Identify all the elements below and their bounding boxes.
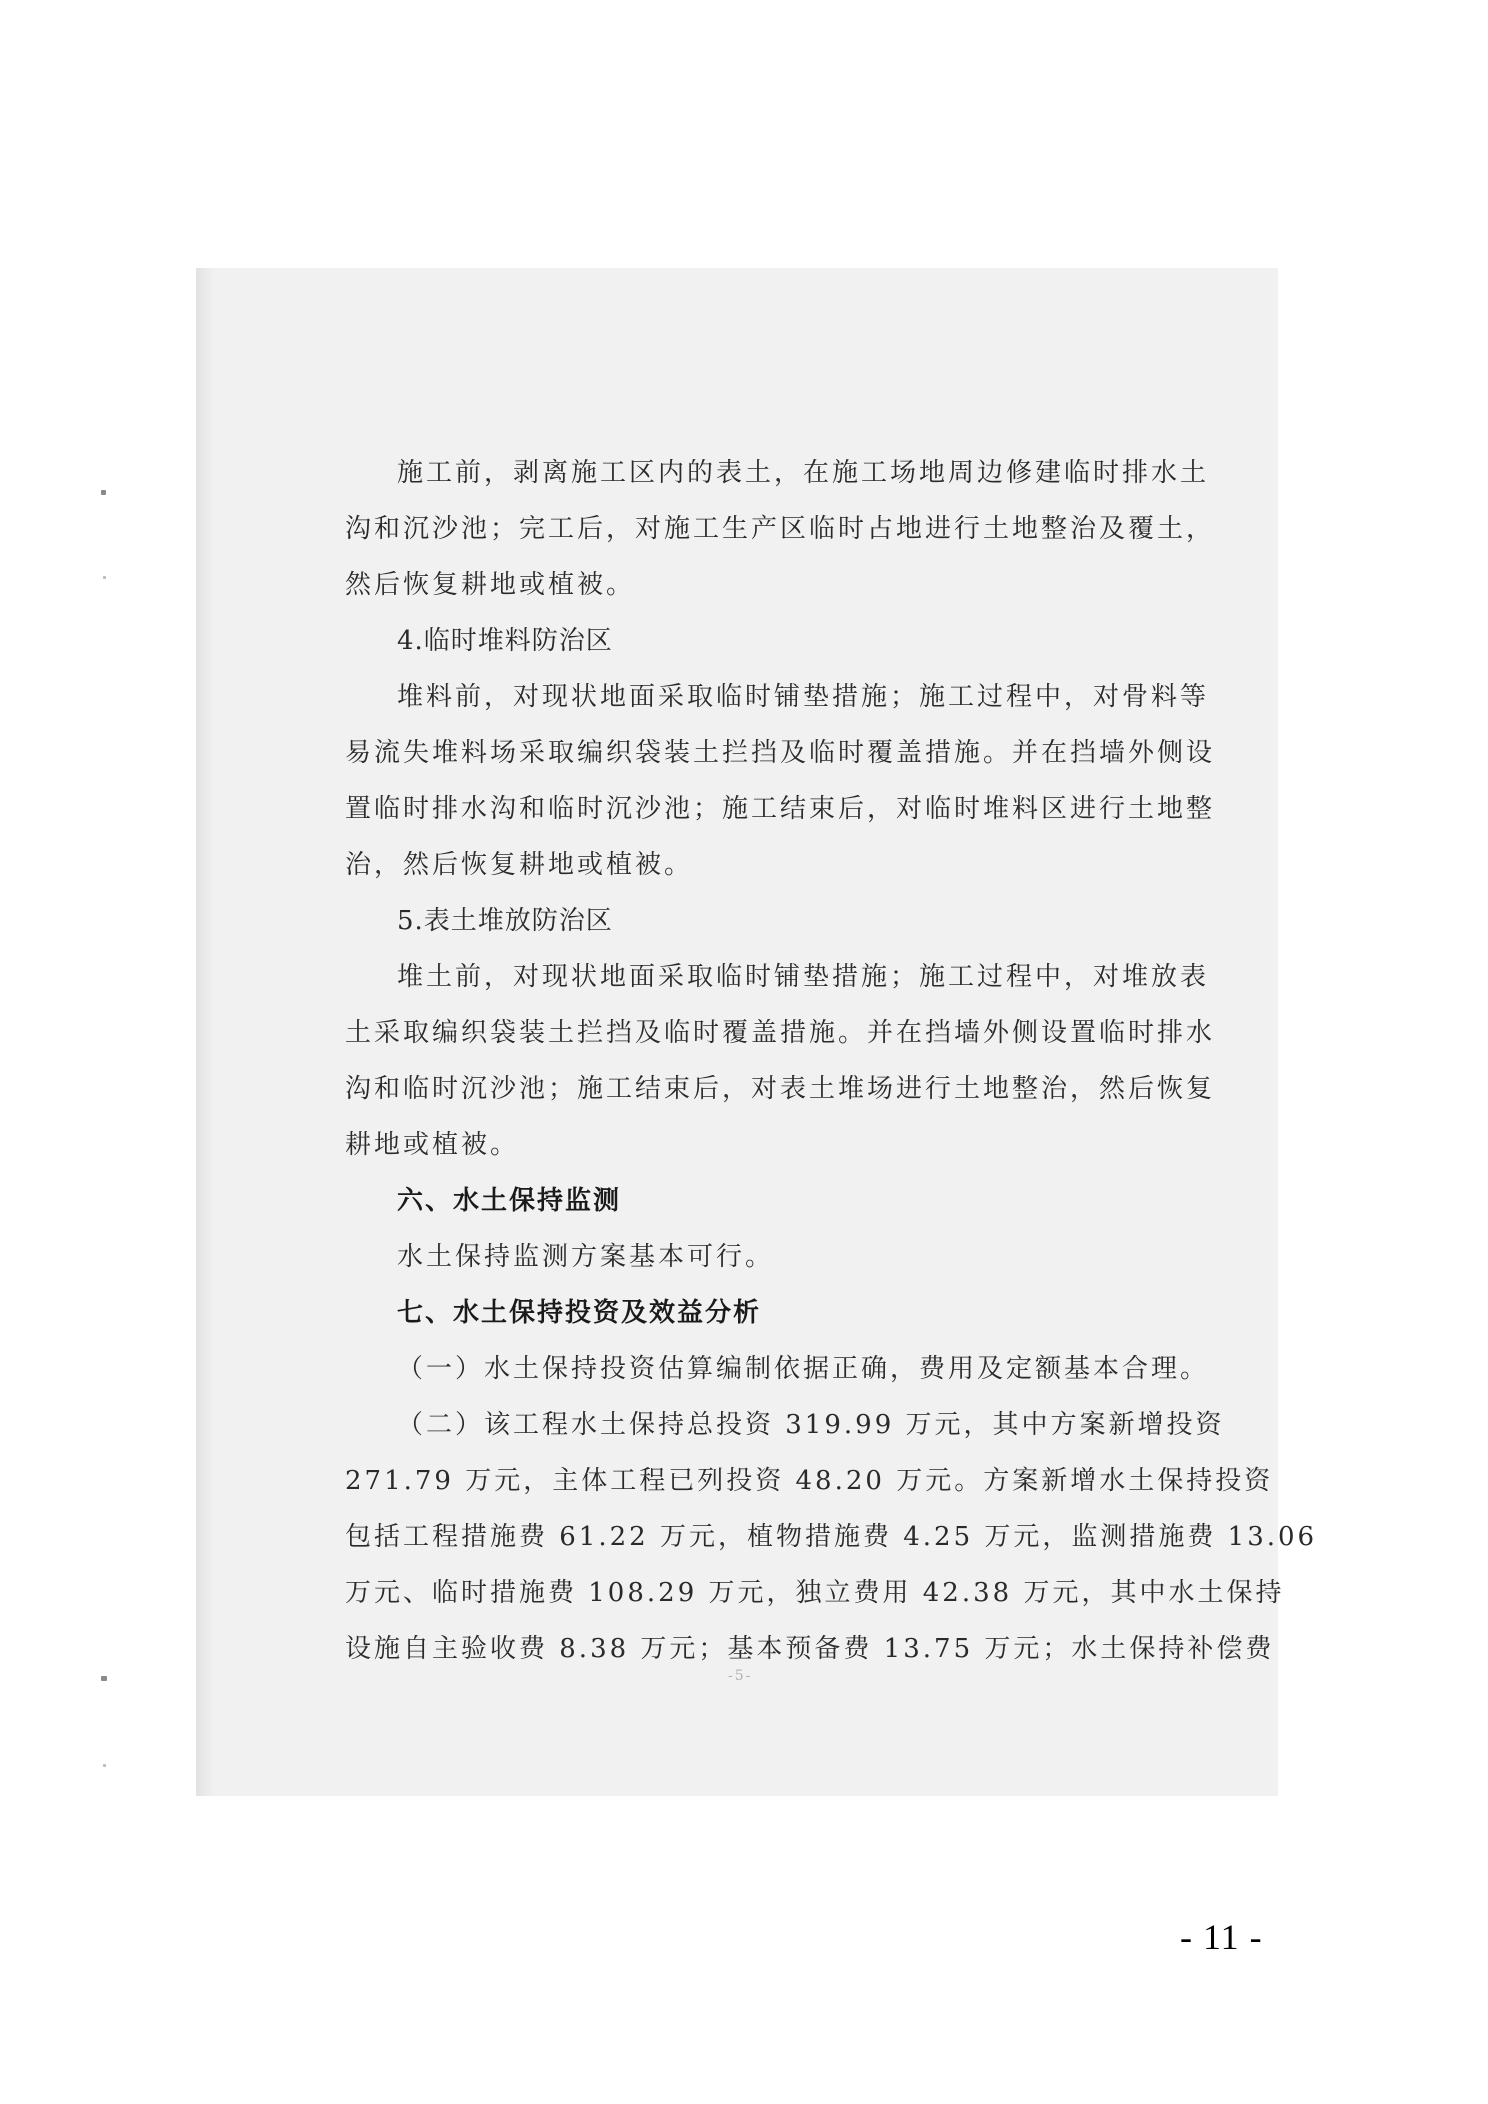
paragraph-line: 堆料前，对现状地面采取临时铺垫措施；施工过程中，对骨料等 xyxy=(397,682,1210,712)
paragraph-line: 然后恢复耕地或植被。 xyxy=(345,570,636,600)
scan-speck xyxy=(103,576,106,579)
scanned-page-number: -5- xyxy=(728,1668,753,1684)
scan-speck xyxy=(101,1676,107,1681)
section-heading: 六、水土保持监测 xyxy=(397,1186,622,1216)
paragraph-line: 土采取编织袋装土拦挡及临时覆盖措施。并在挡墙外侧设置临时排水 xyxy=(345,1018,1216,1048)
page-number: - 11 - xyxy=(1180,1917,1263,1957)
paragraph-line: 水土保持监测方案基本可行。 xyxy=(397,1242,775,1272)
section-heading: 七、水土保持投资及效益分析 xyxy=(397,1298,762,1328)
paragraph-line: 沟和临时沉沙池；施工结束后，对表土堆场进行土地整治，然后恢复 xyxy=(345,1074,1216,1104)
paragraph-line: （一）水土保持投资估算编制依据正确，费用及定额基本合理。 xyxy=(397,1354,1210,1384)
paragraph-line: （二）该工程水土保持总投资 319.99 万元，其中方案新增投资 xyxy=(397,1410,1225,1440)
section-subheading: 5.表土堆放防治区 xyxy=(397,906,613,936)
section-subheading: 4.临时堆料防治区 xyxy=(397,626,613,656)
scan-speck xyxy=(103,1764,106,1767)
paragraph-line: 堆土前，对现状地面采取临时铺垫措施；施工过程中，对堆放表 xyxy=(397,962,1210,992)
paragraph-line: 包括工程措施费 61.22 万元，植物措施费 4.25 万元，监测措施费 13.06 xyxy=(345,1522,1318,1552)
paragraph-line: 271.79 万元，主体工程已列投资 48.20 万元。方案新增水土保持投资 xyxy=(345,1466,1274,1496)
scan-speck xyxy=(101,490,106,495)
paragraph-line: 治，然后恢复耕地或植被。 xyxy=(345,850,694,880)
paragraph-line: 置临时排水沟和临时沉沙池；施工结束后，对临时堆料区进行土地整 xyxy=(345,794,1216,824)
paragraph-line: 耕地或植被。 xyxy=(345,1130,520,1160)
paragraph-line: 万元、临时措施费 108.29 万元，独立费用 42.38 万元，其中水土保持 xyxy=(345,1578,1285,1608)
paragraph-line: 易流失堆料场采取编织袋装土拦挡及临时覆盖措施。并在挡墙外侧设 xyxy=(345,738,1216,768)
paragraph-line: 设施自主验收费 8.38 万元；基本预备费 13.75 万元；水土保持补偿费 xyxy=(345,1634,1275,1664)
paragraph-line: 施工前，剥离施工区内的表土，在施工场地周边修建临时排水土 xyxy=(397,458,1210,488)
paragraph-line: 沟和沉沙池；完工后，对施工生产区临时占地进行土地整治及覆土， xyxy=(345,514,1216,544)
